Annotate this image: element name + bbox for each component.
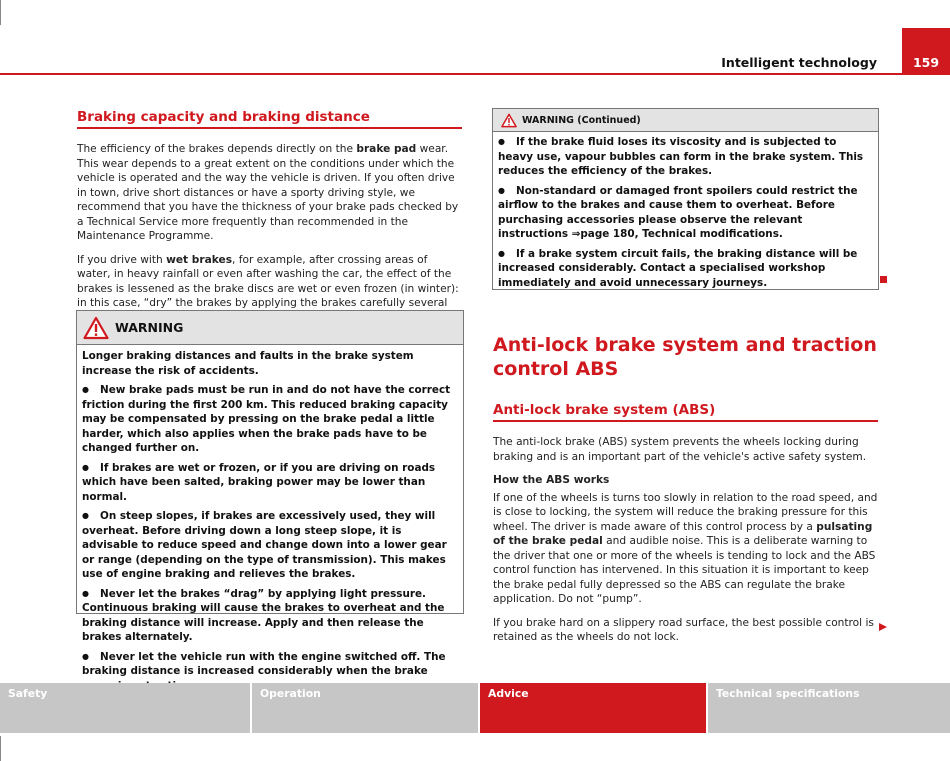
paragraph-abs-intro: The anti-lock brake (ABS) system prevents the wheels locking during braking and is an important part of the vehicle's active safety system. bbox=[493, 436, 867, 463]
end-of-section-mark bbox=[880, 276, 887, 283]
right-body-text bbox=[493, 435, 878, 654]
warning-continued-list bbox=[493, 132, 878, 298]
warning-item-text: Non-standard or damaged front spoilers could restrict the airflow to the brakes and cause them to overheat. Before purchasing accessories please observe the relevant instructions ⇒page 180, Technical modifications. bbox=[498, 184, 858, 240]
text-run: wear. This wear depends to a great extent on the conditions under which the vehicle is operated and the way the vehicle is driven. If you often drive in town, drive short distances or have a sporty driving style, we recommend that you have the thickness of your brake pads checked by a Technical Service more frequently than recommended in the Maintenance Programme. bbox=[77, 143, 459, 242]
paragraph-slippery-road: If you brake hard on a slippery road surface, the best possible control is retained as the wheels do not lock. bbox=[493, 616, 874, 643]
bullet-icon: ● bbox=[498, 137, 505, 146]
continue-arrow-icon bbox=[879, 623, 887, 631]
warning-box bbox=[76, 310, 464, 677]
text-run: If one of the wheels is turns too slowly in relation to the road speed, and is close to locking, the system will reduce the braking pressure for this wheel. The driver is made aware of this control process by a bbox=[493, 491, 878, 533]
warning-item bbox=[498, 247, 873, 291]
bullet-icon: ● bbox=[498, 248, 505, 258]
tab-label: Technical specifications bbox=[716, 687, 860, 700]
paragraph-abs-function bbox=[493, 491, 878, 607]
warning-list bbox=[82, 383, 458, 693]
bullet-icon: ● bbox=[498, 185, 505, 195]
tab-label: Operation bbox=[260, 687, 321, 700]
warning-continued-title: WARNING (Continued) bbox=[522, 114, 641, 126]
warning-header bbox=[77, 311, 463, 345]
page-number: 159 bbox=[912, 55, 940, 70]
warning-title: WARNING bbox=[115, 320, 184, 335]
warning-item-text: On steep slopes, if brakes are excessively used, they will overheat. Before driving down a long steep slope, it is advisable to reduce speed and change down into a lower gear or range (depending on the type of transmission). This makes use of engine braking and relieves the brakes. bbox=[82, 510, 447, 580]
bullet-icon: ● bbox=[82, 588, 89, 598]
heading-rule bbox=[493, 420, 878, 422]
sub-heading: Anti-lock brake system (ABS) bbox=[493, 402, 716, 418]
bullet-icon: ● bbox=[82, 462, 89, 472]
bullet-icon: ● bbox=[82, 651, 89, 661]
warning-item bbox=[82, 383, 458, 456]
tab-label: Safety bbox=[8, 687, 48, 700]
crop-mark bbox=[0, 736, 1, 761]
heading-rule bbox=[77, 127, 462, 129]
header-rule bbox=[0, 73, 950, 75]
warning-item-text: New brake pads must be run in and do not have the correct friction during the first 200 km. This reduced braking capacity may be compensated by pressing on the brake pedal a little harder, which also applies when the brake pads have to be changed further on. bbox=[82, 384, 451, 454]
bullet-icon: ● bbox=[82, 385, 89, 394]
paragraph-brake-pad bbox=[77, 142, 462, 244]
tab-label: Advice bbox=[488, 687, 529, 700]
warning-continued-header bbox=[493, 109, 878, 132]
section-heading: Braking capacity and braking distance bbox=[77, 109, 370, 125]
text-run: The efficiency of the brakes depends directly on the bbox=[77, 143, 357, 155]
bold-text: wet brakes bbox=[166, 253, 233, 266]
warning-item-text: If brakes are wet or frozen, or if you are driving on roads which have been salted, braking power may be lower than normal. bbox=[82, 461, 436, 503]
warning-intro: Longer braking distances and faults in the brake system increase the risk of accidents. bbox=[82, 350, 414, 377]
warning-item bbox=[82, 509, 458, 582]
warning-continued-box bbox=[492, 108, 879, 290]
left-body-text bbox=[77, 142, 462, 334]
tab-safety[interactable] bbox=[0, 683, 250, 733]
warning-item bbox=[498, 135, 873, 179]
warning-triangle-icon bbox=[83, 316, 109, 340]
tab-technical-specifications[interactable] bbox=[708, 683, 950, 733]
text-run: , for example, after crossing areas of water, in heavy rainfall or even after washing the car, the effect of the brakes is lessened as the brake discs are wet or even frozen (in winter): in this case, “dry” the brakes by applying the brakes carefully several bbox=[77, 253, 459, 309]
warning-triangle-icon bbox=[501, 113, 517, 128]
warning-content bbox=[77, 345, 463, 701]
main-heading: Anti-lock brake system and traction control ABS bbox=[493, 334, 877, 380]
tab-advice[interactable] bbox=[480, 683, 706, 733]
text-run: If you drive with bbox=[77, 253, 167, 266]
warning-item-text: Never let the brakes “drag” by applying light pressure. Continuous braking will cause the brakes to overheat and the braking distance will increase. Apply and then release the brakes alternately. bbox=[82, 587, 445, 643]
warning-item bbox=[498, 184, 873, 242]
warning-item-text: If the brake fluid loses its viscosity and is subjected to heavy use, vapour bubbles can form in the brake system. This reduces the efficiency of the brakes. bbox=[498, 136, 864, 177]
warning-item bbox=[82, 587, 458, 645]
warning-item-text: If a brake system circuit fails, the braking distance will be increased considerably. Contact a specialised workshop immediately and avoid unnecessary journeys. bbox=[498, 247, 858, 289]
warning-item-text: Never let the vehicle run with the engine switched off. The braking distance is increased considerably when the brake bbox=[82, 650, 446, 677]
bold-text: brake pad bbox=[356, 143, 417, 155]
bullet-icon: ● bbox=[82, 511, 89, 520]
section-title: Intelligent technology bbox=[721, 55, 877, 70]
tab-operation[interactable] bbox=[252, 683, 478, 733]
text-run: and audible noise. This is a deliberate warning to the driver that one or more of the wheels is tending to lock and the ABS control function has intervened. In this situation it is important to keep the brake pedal fully depressed so the ABS can regulate the brake application. Do not “pump”. bbox=[493, 535, 876, 605]
bold-text: pulsating of the brake pedal bbox=[493, 520, 873, 547]
warning-item bbox=[82, 461, 458, 505]
how-abs-works-title: How the ABS works bbox=[493, 474, 610, 486]
crop-mark bbox=[0, 0, 1, 25]
